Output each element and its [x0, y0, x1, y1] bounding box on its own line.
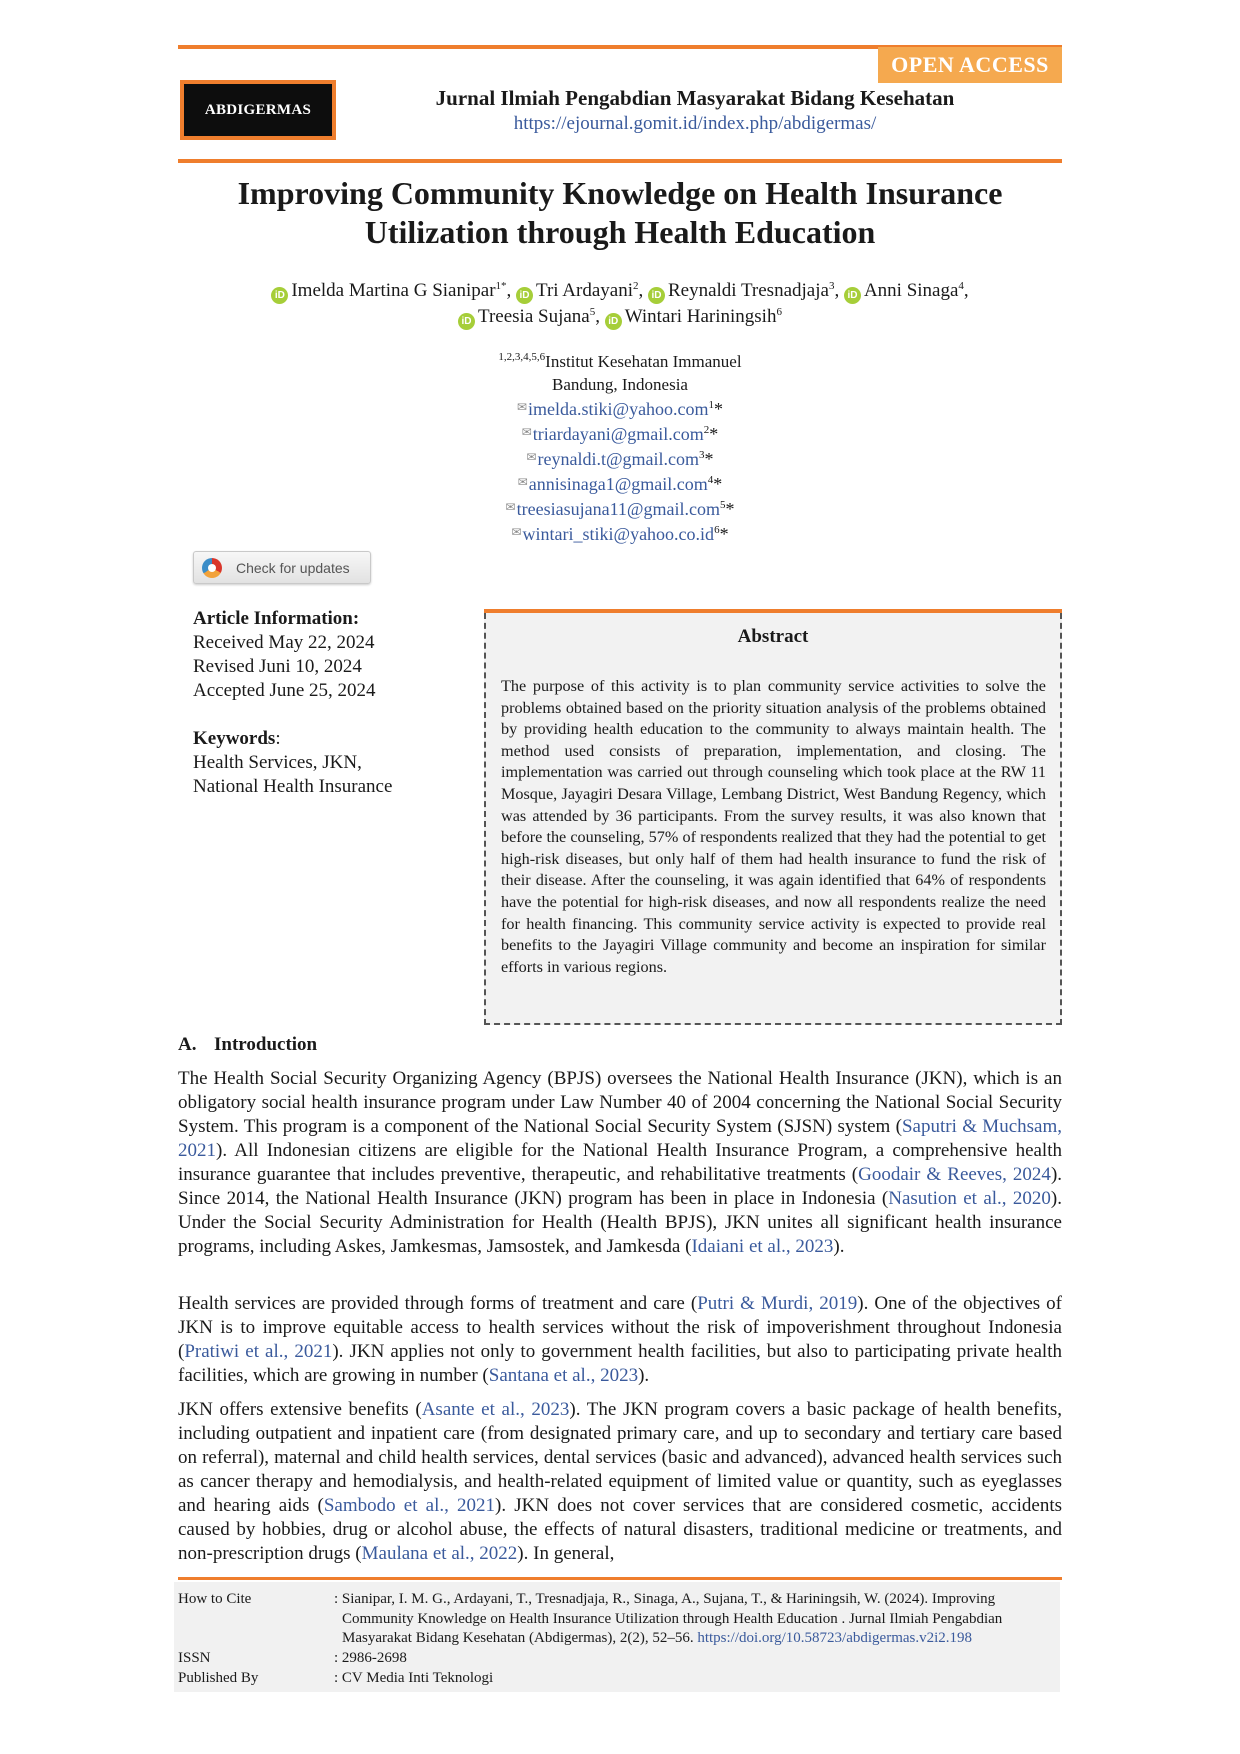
email-asterisk: * — [713, 474, 723, 494]
author-sup: 6 — [776, 306, 782, 318]
email-sup: 4 — [707, 474, 714, 486]
email-link[interactable]: triardayani@gmail.com — [532, 424, 704, 444]
affiliation-location: Bandung, Indonesia — [552, 375, 688, 394]
cite-line-text: Masyarakat Bidang Kesehatan (Abdigermas), 2(2), 52–56. — [342, 1630, 698, 1646]
email-asterisk: * — [709, 424, 719, 444]
doi-link[interactable]: https://doi.org/10.58723/abdigermas.v2i2.198 — [697, 1630, 973, 1646]
cite-line: Community Knowledge on Health Insurance Utilization through Health Education . Jurnal Ilmiah Pengabdian — [342, 1610, 1003, 1627]
email-row — [420, 421, 820, 446]
envelope-icon: ✉ — [505, 500, 516, 514]
citation-link[interactable]: Santana et al., 2023 — [488, 1365, 639, 1386]
cite-line: : Sianipar, I. M. G., Ardayani, T., Tresnadjaja, R., Sinaga, A., Sujana, T., & Hariningsih, W. (2024). Improving — [334, 1591, 996, 1607]
envelope-icon: ✉ — [516, 400, 527, 414]
article-info-heading: Article Information: — [193, 608, 360, 629]
envelope-icon: ✉ — [521, 425, 532, 439]
citation-link[interactable]: Saputri & Muchsam, 2021 — [178, 1116, 1062, 1161]
citation-link[interactable]: Putri & Murdi, 2019 — [697, 1293, 858, 1314]
author-sup: 3 — [828, 280, 835, 292]
received-date: Received May 22, 2024 — [193, 632, 375, 653]
how-to-cite-text — [334, 1590, 1054, 1649]
author-name: Treesia Sujana — [478, 306, 590, 327]
citation-link[interactable]: Maulana et al., 2022 — [361, 1543, 518, 1564]
author-name: Reynaldi Tresnadjaja — [667, 280, 829, 301]
author-name: Tri Ardayani — [536, 280, 633, 301]
section-heading-introduction — [178, 1034, 317, 1056]
paragraph-text: ). Since 2014, the National Health Insurance (JKN) program has been in place in Indonesia ( — [178, 1164, 1063, 1209]
title-line-2: Utilization through Health Education — [364, 214, 876, 250]
author-name: Wintari Hariningsih — [624, 306, 777, 327]
intro-paragraph-1 — [178, 1067, 1062, 1259]
paragraph-text: The Health Social Security Organizing Agency (BPJS) oversees the National Health Insurance (JKN), which is an obligatory social health insurance program under Law Number 40 of 2004 concerning the National Social Security System. This program is a component of the National Social Security System (SJSN) system ( — [178, 1068, 1062, 1137]
header-bottom-rule — [178, 159, 1062, 163]
abstract-text: The purpose of this activity is to plan community service activities to solve the problems obtained based on the priority situation analysis of the problems obtained by providing health education to the community to always maintain health. The method used consists of preparation, implementation, and closing. The implementation was carried out through counseling which took place at the RW 11 Mosque, Jayagiri Desara Village, Lembang District, West Bandung Regency, which was attended by 36 participants. From the survey results, it was also known that before the counseling, 57% of respondents realized that they had the potential to get high-risk diseases, but only half of them had health insurance to fund the risk of their disease. After the counseling, it was again identified that 64% of respondents have the potential for high-risk diseases, and now all respondents realize the need for health financing. This community service activity is expected to provide real benefits to the Jayagiri Village community and become an inspiration for similar efforts in various regions. — [501, 677, 1046, 976]
publisher-label: Published By — [178, 1670, 259, 1686]
paragraph-text: ). JKN does not cover services that are considered cosmetic, accidents caused by hobbies, drug or alcohol abuse, the effects of natural disasters, traditional medicine or treatments, and non-prescription drugs ( — [178, 1495, 1063, 1564]
affiliation-block — [420, 350, 820, 546]
orcid-icon[interactable]: iD — [271, 287, 288, 304]
author-row-1: iD Imelda Martina G Sianipar$^{1*}$, iD Tri Ardayani$^2$, iD Reynaldi Tresnadjaja$^3$, iD Anni Sinaga$^4$, — [178, 278, 1062, 304]
how-to-cite-label: How to Cite — [178, 1591, 252, 1607]
abstract-box — [484, 613, 1062, 1025]
section-number: A. — [178, 1034, 197, 1055]
citation-footer — [174, 1582, 1060, 1692]
paragraph-text: ). Under the Social Security Administration for Health (Health BPJS), JKN unites all significant health insurance programs, including Askes, Jamkesmas, Jamsostek, and Jamkesda ( — [178, 1188, 1062, 1257]
email-asterisk: * — [725, 499, 735, 519]
affiliation-institution — [420, 350, 820, 373]
email-link[interactable]: wintari_stiki@yahoo.co.id — [522, 524, 715, 544]
author-sup: 2 — [632, 280, 639, 292]
email-row — [420, 446, 820, 471]
email-row — [420, 496, 820, 521]
email-row — [420, 521, 820, 546]
intro-paragraph-2 — [178, 1292, 1062, 1388]
affiliation-sup: 1,2,3,4,5,6 — [498, 351, 546, 363]
envelope-icon: ✉ — [517, 475, 528, 489]
email-row — [420, 396, 820, 421]
abstract-heading: Abstract — [737, 626, 809, 647]
keywords-line-2: National Health Insurance — [193, 776, 393, 797]
author-sup: 1* — [495, 280, 507, 292]
paragraph-text: ). — [833, 1236, 845, 1257]
author-name: Anni Sinaga — [863, 280, 959, 301]
publisher-value: : CV Media Inti Teknologi — [334, 1670, 494, 1686]
envelope-icon: ✉ — [511, 525, 522, 539]
institution-name: Institut Kesehatan Immanuel — [545, 352, 742, 371]
issn-value: : 2986-2698 — [334, 1650, 407, 1666]
paragraph-text: Health services are provided through forms of treatment and care ( — [178, 1293, 698, 1314]
email-asterisk: * — [719, 524, 729, 544]
author-sup: 4 — [958, 280, 964, 292]
accepted-date: Accepted June 25, 2024 — [193, 680, 376, 701]
email-asterisk: * — [714, 399, 724, 419]
keywords-heading: Keywords — [193, 728, 276, 749]
keywords-heading-row: Keywords: — [193, 728, 281, 749]
title-line-1: Improving Community Knowledge on Health Insurance — [237, 175, 1003, 211]
email-sup: 5 — [719, 499, 726, 511]
email-link[interactable]: annisinaga1@gmail.com — [528, 474, 708, 494]
journal-logo-badge: ABDIGERMAS — [180, 80, 336, 140]
orcid-icon[interactable]: iD — [458, 313, 475, 330]
article-information — [193, 607, 463, 799]
email-link[interactable]: treesiasujana11@gmail.com — [516, 499, 720, 519]
check-for-updates-label: Check for updates — [236, 560, 350, 576]
paragraph-text: ). In general, — [517, 1543, 615, 1564]
envelope-icon: ✉ — [526, 450, 537, 464]
citation-link[interactable]: Idaiani et al., 2023 — [691, 1236, 834, 1257]
check-for-updates-button[interactable] — [193, 551, 371, 584]
journal-url-link[interactable]: https://ejournal.gomit.id/index.php/abdigermas/ — [513, 113, 877, 134]
paragraph-text: ). JKN applies not only to government health facilities, but also to participating private health facilities, which are growing in number ( — [178, 1341, 1062, 1386]
citation-link[interactable]: Goodair & Reeves, 2024 — [858, 1164, 1051, 1185]
intro-paragraph-3 — [178, 1398, 1062, 1566]
email-link[interactable]: reynaldi.t@gmail.com — [537, 449, 700, 469]
email-sup: 2 — [703, 424, 710, 436]
citation-link[interactable]: Sambodo et al., 2021 — [323, 1495, 496, 1516]
footer-rule — [178, 1577, 1062, 1580]
email-sup: 3 — [699, 449, 705, 461]
author-name: Imelda Martina G Sianipar — [291, 280, 496, 301]
citation-link[interactable]: Asante et al., 2023 — [421, 1399, 570, 1420]
citation-link[interactable]: Nasution et al., 2020 — [888, 1188, 1051, 1209]
author-list — [178, 278, 1062, 330]
paragraph-text: ). All Indonesian citizens are eligible for the National Health Insurance Program, a comprehensive health insurance guarantee that includes preventive, therapeutic, and rehabilitative treatments ( — [178, 1140, 1062, 1185]
orcid-icon[interactable]: iD — [648, 287, 665, 304]
paper-title — [178, 174, 1062, 252]
section-title: Introduction — [214, 1034, 318, 1055]
email-link[interactable]: imelda.stiki@yahoo.com — [528, 399, 709, 419]
cite-line — [334, 1629, 1054, 1649]
orcid-icon[interactable]: iD — [516, 287, 533, 304]
revised-date: Revised Juni 10, 2024 — [193, 656, 362, 677]
paragraph-text: JKN offers extensive benefits ( — [178, 1399, 422, 1420]
email-asterisk: * — [704, 449, 714, 469]
author-sup: 5 — [589, 306, 596, 318]
author-row-2: iD Treesia Sujana$^5$, iD Wintari Hariningsih$^6$ — [178, 304, 1062, 330]
open-access-badge: OPEN ACCESS — [878, 47, 1062, 83]
journal-name: Jurnal Ilmiah Pengabdian Masyarakat Bidang Kesehatan — [435, 86, 955, 110]
orcid-icon[interactable]: iD — [844, 287, 861, 304]
paragraph-text: ). — [638, 1365, 650, 1386]
crossmark-icon — [202, 558, 222, 578]
orcid-icon[interactable]: iD — [605, 313, 622, 330]
issn-label: ISSN — [178, 1650, 211, 1666]
paragraph-text: ). The JKN program covers a basic package of health benefits, including outpatient and inpatient care (from designated primary care, and up to secondary and tertiary care based on referral), maternal and child health services, dental services (basic and advanced), advanced health services such as cancer therapy and hemodialysis, and health-related equipment of limited value or quantity, such as eyeglasses and hearing aids ( — [178, 1399, 1063, 1516]
keywords-line-1: Health Services, JKN, — [193, 752, 362, 773]
paragraph-text: ). One of the objectives of JKN is to improve equitable access to health services without the risk of impoverishment throughout Indonesia ( — [178, 1293, 1062, 1362]
citation-link[interactable]: Pratiwi et al., 2021 — [184, 1341, 333, 1362]
email-row — [420, 471, 820, 496]
email-sup: 6 — [714, 524, 720, 536]
email-sup: 1 — [708, 399, 715, 411]
